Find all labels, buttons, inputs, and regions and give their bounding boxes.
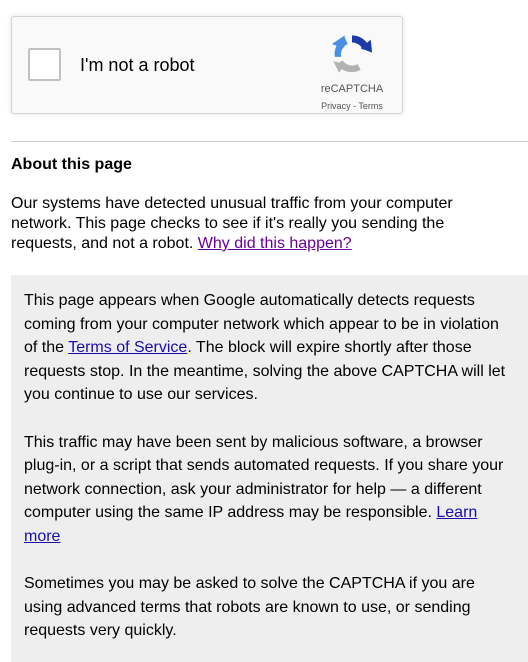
info-p1-text-after: . The block will expire shortly after those requests stop. In the meantime, solving the above CAPTCHA will let you continue to use our services.	[24, 339, 506, 403]
recaptcha-links	[308, 101, 396, 111]
info-paragraph-2	[24, 431, 514, 549]
recaptcha-logo-icon	[329, 31, 375, 77]
info-box	[11, 275, 528, 662]
terms-of-service-link[interactable]: Terms of Service	[68, 339, 188, 356]
privacy-link[interactable]: Privacy	[321, 101, 351, 111]
info-paragraph-1	[24, 289, 514, 407]
info-p1-text-before: This page appears when Google automatically detects requests coming from your computer network which appear to be in violation of the	[24, 292, 499, 356]
recaptcha-branding	[308, 27, 396, 111]
about-description	[11, 194, 511, 254]
recaptcha-brand-text: reCAPTCHA	[320, 83, 384, 95]
not-a-robot-label[interactable]: I'm not a robot	[80, 55, 195, 75]
info-paragraph-3: Sometimes you may be asked to solve the CAPTCHA if you are using advanced terms that robots are known to use, or sending requests very quickly.	[24, 575, 475, 639]
not-a-robot-checkbox[interactable]	[28, 48, 61, 81]
recaptcha-widget	[11, 16, 403, 114]
about-body-text: Our systems have detected unusual traffic from your computer network. This page checks to see if it's really you sending the requests, and not a robot.	[11, 195, 453, 252]
terms-link[interactable]: Terms	[358, 101, 383, 111]
learn-more-link[interactable]: Learn more	[24, 504, 478, 545]
why-did-this-happen-link[interactable]: Why did this happen?	[197, 235, 352, 252]
info-p2-text: This traffic may have been sent by malicious software, a browser plug-in, or a script that sends automated requests. If you share your network connection, ask your administrator for help — a different computer using the same IP address may be responsible.	[24, 433, 504, 521]
section-divider	[11, 141, 528, 142]
links-separator: -	[350, 101, 359, 111]
about-title: About this page	[11, 156, 132, 173]
